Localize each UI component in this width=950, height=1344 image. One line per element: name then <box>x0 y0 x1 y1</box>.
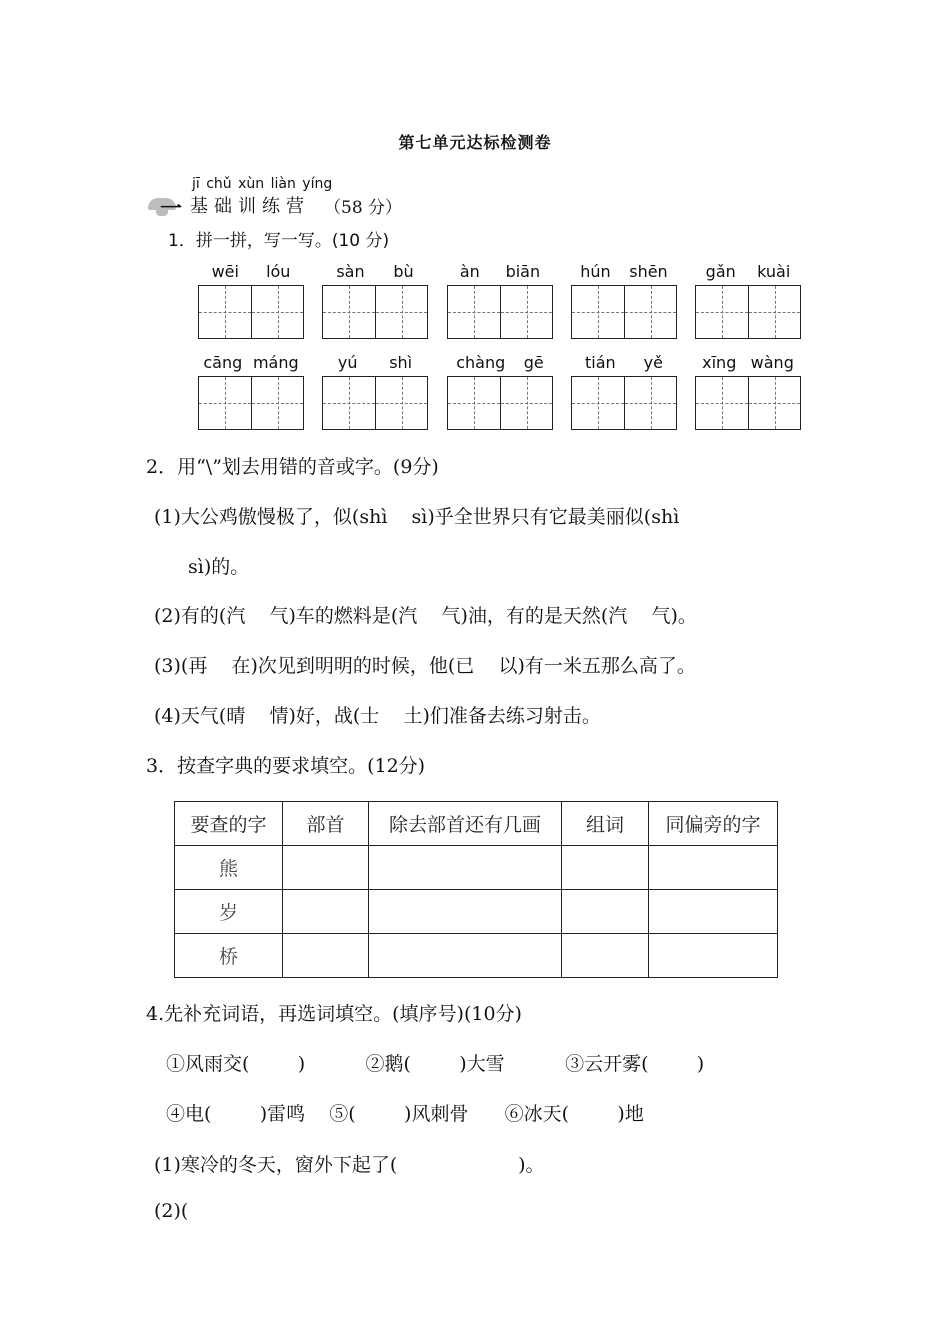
q4-options-1: ①风雨交( ) ②鹅( )大雪 ③云开雾( ) <box>166 1053 705 1075</box>
table-header-row <box>175 802 778 846</box>
pinyin: shì <box>389 353 413 372</box>
pinyin: yú <box>337 353 358 372</box>
section-header <box>146 191 403 222</box>
mushroom-badge-icon <box>146 194 184 222</box>
table-row <box>175 846 778 890</box>
section-score: （58 分） <box>324 197 403 218</box>
answer-cell[interactable] <box>562 846 649 890</box>
pinyin: àn <box>459 262 480 281</box>
pinyin-pair <box>571 353 677 372</box>
question-2: 2．用“\”划去用错的音或字。(9分) <box>146 456 439 478</box>
q4-sentence-1: (1)寒冷的冬天，窗外下起了( )。 <box>154 1154 545 1176</box>
page-title: 第七单元达标检测卷 <box>398 133 552 152</box>
pinyin-pair <box>322 353 428 372</box>
pinyin: bù <box>393 262 414 281</box>
answer-cell[interactable] <box>649 890 778 934</box>
answer-cell[interactable] <box>283 890 369 934</box>
answer-cell[interactable] <box>369 934 562 978</box>
table-header: 部首 <box>283 802 369 846</box>
pinyin-pair <box>695 353 801 372</box>
answer-cell[interactable] <box>369 890 562 934</box>
writing-grid[interactable] <box>447 285 553 339</box>
pinyin: wēi <box>211 262 239 281</box>
q2-item: (1)大公鸡傲慢极了，似(shì sì)乎全世界只有它最美丽似(shì <box>154 506 680 528</box>
pinyin-pair <box>198 353 304 372</box>
question-3: 3．按查字典的要求填空。(12分) <box>146 755 426 777</box>
answer-cell[interactable] <box>283 846 369 890</box>
pinyin-pair <box>571 262 677 281</box>
writing-grid[interactable] <box>322 376 428 430</box>
writing-grid[interactable] <box>322 285 428 339</box>
table-header: 要查的字 <box>175 802 283 846</box>
table-header: 除去部首还有几画 <box>369 802 562 846</box>
pinyin: lóu <box>266 262 291 281</box>
writing-grid[interactable] <box>571 376 677 430</box>
pinyin-pair <box>198 262 304 281</box>
pinyin: shēn <box>629 262 668 281</box>
pinyin: chàng <box>456 353 506 372</box>
pinyin: sàn <box>336 262 365 281</box>
pinyin: gǎn <box>705 262 736 281</box>
pinyin: yě <box>643 353 663 372</box>
dictionary-table <box>174 801 778 978</box>
pinyin: xīng <box>702 353 737 372</box>
table-header: 组词 <box>562 802 649 846</box>
table-row <box>175 890 778 934</box>
answer-cell[interactable] <box>562 934 649 978</box>
section-title: 基础训练营 <box>190 196 310 217</box>
table-cell-char: 桥 <box>175 934 283 978</box>
question-1: 1．拼一拼，写一写。(10 分) <box>168 231 390 251</box>
q2-item: (4)天气(晴 情)好，战(士 土)们准备去练习射击。 <box>154 705 601 727</box>
answer-cell[interactable] <box>369 846 562 890</box>
question-4: 4.先补充词语，再选词填空。(填序号)(10分) <box>146 1003 522 1025</box>
q2-item: (3)(再 在)次见到明明的时候，他(已 以)有一米五那么高了。 <box>154 655 696 677</box>
writing-grid[interactable] <box>447 376 553 430</box>
pinyin-pair <box>447 262 553 281</box>
pinyin: tián <box>585 353 616 372</box>
answer-cell[interactable] <box>649 846 778 890</box>
writing-grid[interactable] <box>695 376 801 430</box>
pinyin: biān <box>505 262 541 281</box>
answer-cell[interactable] <box>283 934 369 978</box>
pinyin: hún <box>580 262 611 281</box>
answer-cell[interactable] <box>649 934 778 978</box>
pinyin-pair <box>695 262 801 281</box>
section-number: 一 <box>160 197 183 222</box>
pinyin: máng <box>252 353 299 372</box>
pinyin-pair <box>322 262 428 281</box>
q2-item: sì)的。 <box>188 556 250 578</box>
pinyin: kuài <box>757 262 791 281</box>
pinyin-pair <box>447 353 553 372</box>
table-cell-char: 熊 <box>175 846 283 890</box>
table-header: 同偏旁的字 <box>649 802 778 846</box>
q2-item: (2)有的(汽 气)车的燃料是(汽 气)油，有的是天然(汽 气)。 <box>154 605 697 627</box>
pinyin: cāng <box>203 353 243 372</box>
pinyin: gē <box>523 353 544 372</box>
q4-sentence-2: (2)( <box>154 1200 189 1222</box>
writing-grid[interactable] <box>571 285 677 339</box>
writing-grid[interactable] <box>695 285 801 339</box>
table-row <box>175 934 778 978</box>
writing-grid[interactable] <box>198 285 304 339</box>
q4-options-2: ④电( )雷鸣 ⑤( )风刺骨 ⑥冰天( )地 <box>166 1103 644 1125</box>
writing-grid[interactable] <box>198 376 304 430</box>
table-cell-char: 岁 <box>175 890 283 934</box>
answer-cell[interactable] <box>562 890 649 934</box>
pinyin: wàng <box>750 353 794 372</box>
section-pinyin: jī chǔ xùn liàn yíng <box>192 176 333 192</box>
